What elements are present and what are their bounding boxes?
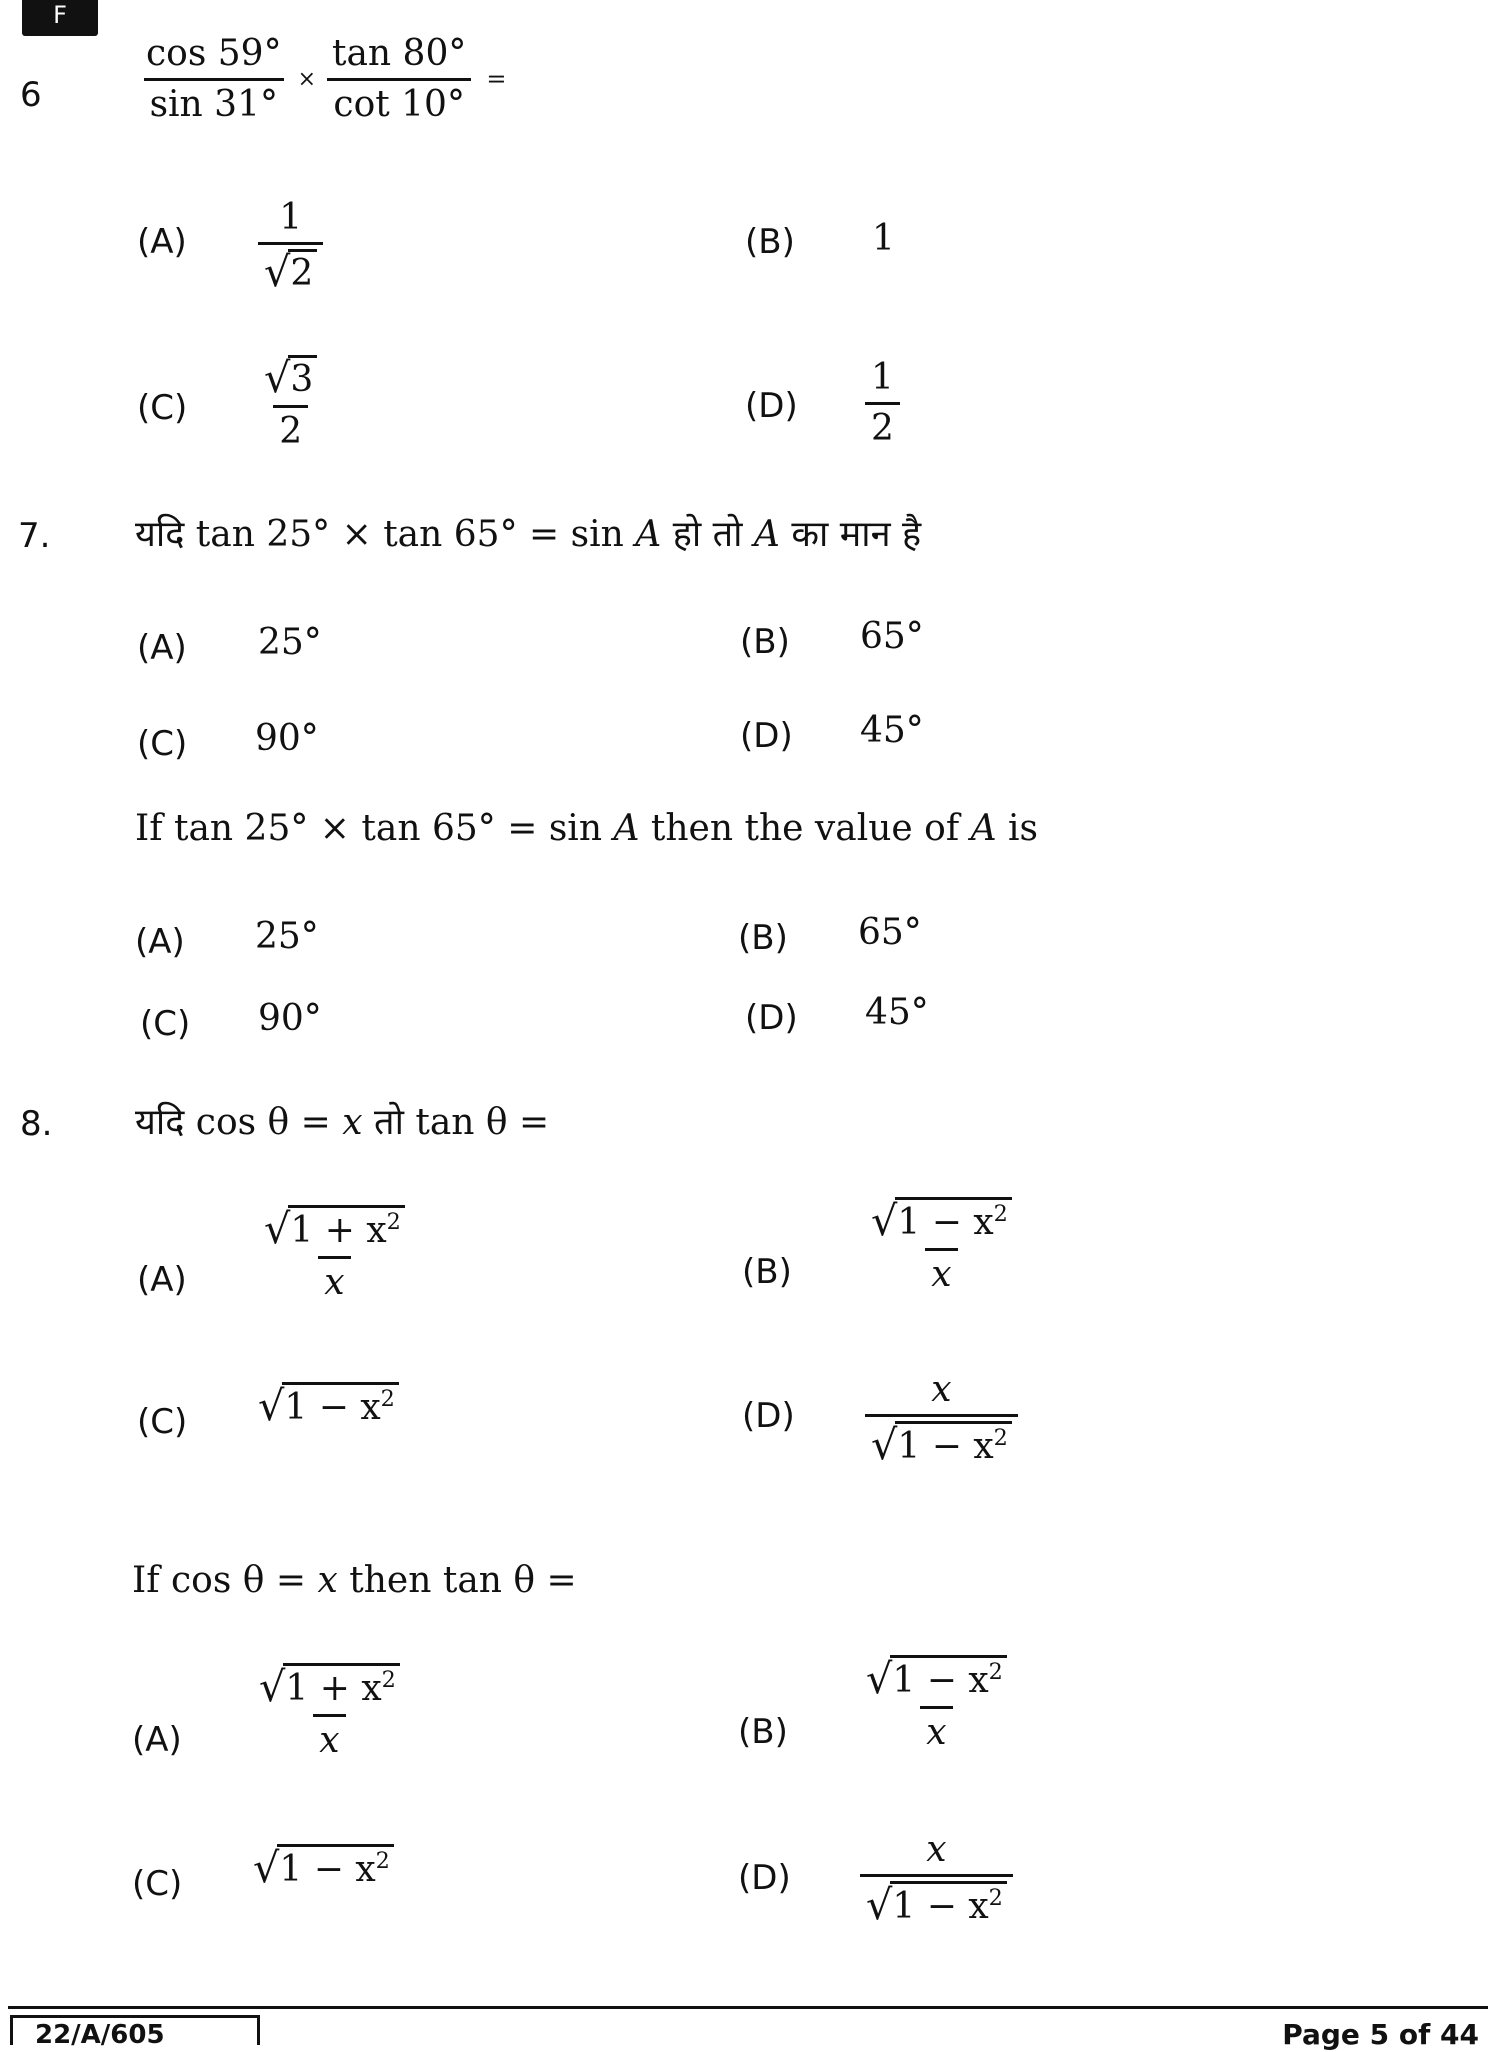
question-8-number: 8. xyxy=(20,1104,53,1144)
q6-equals-sign: = xyxy=(486,65,507,94)
q6-option-d-value xyxy=(865,358,900,448)
q6-frac2-denominator: cot 10° xyxy=(327,78,471,125)
q8-hindi-option-a-label: (A) xyxy=(137,1260,187,1300)
q8-hindi-prefix: यदि xyxy=(135,1102,185,1143)
q8-english-option-d-radical: √ $1 - x^2$ xyxy=(866,1881,1007,1927)
q6-option-d-label: (D) xyxy=(745,386,798,426)
q7-hindi-var2: A xyxy=(753,514,780,555)
q7-hindi-option-d-label: (D) xyxy=(740,716,793,756)
q8-hindi-option-b-numerator xyxy=(865,1197,1018,1248)
q6-option-a-label: (A) xyxy=(137,222,187,262)
q8-english-option-a-denominator: x xyxy=(313,1714,345,1761)
q8-hindi-option-b-label: (B) xyxy=(742,1252,792,1292)
q6-option-c-numerator xyxy=(258,355,323,405)
question-7-english-stem xyxy=(135,808,1038,849)
q6-option-a-value xyxy=(258,198,323,294)
question-7-hindi-stem xyxy=(135,508,921,557)
q8-hindi-option-c-value xyxy=(258,1382,399,1429)
question-7-number: 7. xyxy=(18,516,51,556)
question-8-english-stem xyxy=(132,1560,577,1601)
q8-english-option-a-radical: √ $1 + x^2$ xyxy=(259,1663,400,1709)
q6-option-a-fraction xyxy=(258,198,323,294)
q8-english-prefix: If cos θ = xyxy=(132,1560,307,1601)
q6-option-c-value xyxy=(258,355,323,451)
q6-frac1-numerator: cos 59° xyxy=(146,33,282,74)
q8-hindi-option-a-fraction xyxy=(258,1205,411,1302)
q8-english-option-b-numerator xyxy=(860,1655,1013,1706)
q6-option-b-label: (B) xyxy=(745,222,795,262)
q7-hindi-option-b-value: 65° xyxy=(860,616,924,657)
q8-english-mid: then xyxy=(349,1560,432,1601)
q8-english-option-a-numerator xyxy=(253,1663,406,1714)
q6-times-sign: × xyxy=(297,66,316,92)
q6-option-b-value: 1 xyxy=(872,218,895,259)
q8-english-option-d-denominator xyxy=(860,1874,1013,1928)
q8-english-option-b-denominator: x xyxy=(920,1706,952,1753)
q7-english-option-c-value: 90° xyxy=(258,998,322,1039)
q6-option-c-fraction xyxy=(258,355,323,451)
q7-hindi-prefix: यदि xyxy=(135,514,185,555)
q8-english-option-a-fraction xyxy=(253,1663,406,1760)
q8-hindi-option-a-numerator xyxy=(258,1205,411,1256)
q8-english-option-c-label: (C) xyxy=(132,1864,183,1904)
q8-hindi-option-a-value xyxy=(258,1205,411,1302)
q7-hindi-option-d-value: 45° xyxy=(860,710,924,751)
q7-english-var: A xyxy=(613,808,640,849)
q7-hindi-var: A xyxy=(635,514,662,555)
q8-english-option-d-value xyxy=(860,1830,1013,1927)
q8-english-tail: tan θ = xyxy=(442,1560,577,1601)
q8-hindi-option-b-radical: √ $1 - x^2$ xyxy=(871,1197,1012,1243)
q7-english-option-a-label: (A) xyxy=(135,922,185,962)
q7-hindi-suffix: का मान है xyxy=(791,514,922,555)
q8-hindi-option-a-radical: √ $1 + x^2$ xyxy=(264,1205,405,1251)
q7-hindi-option-a-value: 25° xyxy=(258,622,322,663)
q7-hindi-option-c-value: 90° xyxy=(255,718,319,759)
q7-hindi-expr: tan 25° × tan 65° = sin xyxy=(195,514,624,555)
q8-english-option-b-value xyxy=(860,1655,1013,1752)
q7-english-var2: A xyxy=(970,808,997,849)
q7-hindi-mid: हो तो xyxy=(672,514,743,555)
q7-english-mid: then the value of xyxy=(650,808,960,849)
q6-option-a-denominator xyxy=(258,242,323,295)
paper-code: 22/A/605 xyxy=(10,2015,260,2045)
q8-english-option-b-label: (B) xyxy=(738,1712,788,1752)
q6-option-d-denominator: 2 xyxy=(865,402,900,449)
q6-option-c-radical: √ 3 xyxy=(264,355,317,400)
q8-english-option-c-value xyxy=(253,1844,394,1891)
q8-hindi-option-c-label: (C) xyxy=(137,1402,188,1442)
q8-hindi-tail: tan θ = xyxy=(415,1102,550,1143)
q8-english-option-a-value xyxy=(253,1663,406,1760)
page-number: Page 5 of 44 xyxy=(1282,2018,1479,2051)
q8-hindi-option-b-denominator: x xyxy=(925,1248,957,1295)
q7-hindi-option-b-label: (B) xyxy=(740,622,790,662)
q6-option-a-radical: √ 2 xyxy=(264,249,317,294)
q7-english-option-d-value: 45° xyxy=(865,992,929,1033)
q8-hindi-option-d-radical: √ $1 - x^2$ xyxy=(871,1421,1012,1467)
q8-hindi-option-a-denominator: x xyxy=(318,1256,350,1303)
q6-option-a-numerator: 1 xyxy=(279,197,303,238)
q8-hindi-option-d-numerator: x xyxy=(931,1369,952,1410)
q8-hindi-option-d-denominator xyxy=(865,1414,1018,1468)
q6-frac1-denominator: sin 31° xyxy=(144,78,284,125)
q8-english-option-b-radical: √ $1 - x^2$ xyxy=(866,1655,1007,1701)
question-6-expression xyxy=(140,34,506,124)
q6-option-c-label: (C) xyxy=(137,388,188,428)
q7-english-option-b-value: 65° xyxy=(858,912,922,953)
q8-hindi-option-b-fraction xyxy=(865,1197,1018,1294)
q8-hindi-mid: तो xyxy=(374,1102,404,1143)
q8-hindi-var: x xyxy=(342,1102,363,1143)
q6-option-d-fraction xyxy=(865,358,900,448)
q7-english-prefix: If tan 25° × tan 65° = sin xyxy=(135,808,602,849)
q7-hindi-option-a-label: (A) xyxy=(137,628,187,668)
q6-option-c-denominator: 2 xyxy=(273,405,308,452)
q8-english-option-d-numerator: x xyxy=(926,1829,947,1870)
q6-frac2-numerator: tan 80° xyxy=(332,33,467,74)
q8-english-option-d-fraction xyxy=(860,1830,1013,1927)
q8-english-option-b-fraction xyxy=(860,1655,1013,1752)
q7-hindi-option-c-label: (C) xyxy=(137,724,188,764)
q8-hindi-option-c-radical: √ $1 - x^2$ xyxy=(258,1382,399,1428)
question-6-number: 6 xyxy=(20,75,42,115)
q8-hindi-expr: cos θ = xyxy=(195,1102,331,1143)
q8-hindi-option-b-value xyxy=(865,1197,1018,1294)
q8-english-option-a-label: (A) xyxy=(132,1720,182,1760)
q8-hindi-option-d-label: (D) xyxy=(742,1396,795,1436)
q6-option-d-numerator: 1 xyxy=(871,357,894,398)
page-tag: F xyxy=(22,0,98,36)
q7-english-suffix: is xyxy=(1008,808,1039,849)
q8-hindi-option-d-fraction xyxy=(865,1370,1018,1467)
q8-hindi-option-d-value xyxy=(865,1370,1018,1467)
q6-fraction-2 xyxy=(326,34,472,124)
q7-english-option-a-value: 25° xyxy=(255,916,319,957)
q7-english-option-b-label: (B) xyxy=(738,918,788,958)
q8-english-option-c-radical: √ $1 - x^2$ xyxy=(253,1844,394,1890)
q8-english-option-d-label: (D) xyxy=(738,1858,791,1898)
q8-english-var: x xyxy=(317,1560,338,1601)
footer-rule xyxy=(8,2006,1488,2009)
question-8-hindi-stem xyxy=(135,1096,549,1145)
q7-english-option-d-label: (D) xyxy=(745,998,798,1038)
q6-fraction-1 xyxy=(140,34,288,124)
q7-english-option-c-label: (C) xyxy=(140,1004,191,1044)
